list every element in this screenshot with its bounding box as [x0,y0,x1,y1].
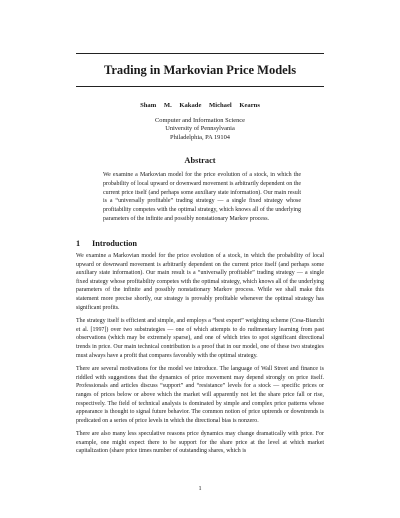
affiliation-line: University of Pennsylvania [165,125,235,133]
body-paragraph: We examine a Markovian model for the price evolution of a stock, in which the probability of local upward or downward movement is arbitrarily dependent on the current price itself (and perhaps some auxiliary state information). Our main result is a “universally profitable” trading strategy — a single fixed strategy whose profitability competes with the optimal strategy, which knows all of the underlying parameters of the infinite and possibly nonstationary Markov process. While we shall make this statement more precise shortly, our strategy is provably profitable whenever the optimal strategy has significant profits. [76,253,324,311]
section-body [76,252,324,461]
title-rule-top [76,53,324,54]
body-paragraph: There are also many less speculative reasons price dynamics may change dramatically with price. For example, one might expect there to be support for the share price at the level at which market capitalization (share price times number of outstanding shares, which is [76,431,324,455]
body-paragraph: There are several motivations for the model we introduce. The language of Wall Street and finance is riddled with suggestions that the dynamics of price movement may depend strongly on price itself. Professionals and articles discuss “support” and “resistance” levels for a stock — specific prices or ranges of prices below or above which the market will apparently not let the share price fall or rise, respectively. The field of technical analysis is dominated by simple and complex price patterns whose appearance is thought to signal future behavior. The common notion of price uptrends or downtrends is predicated on a series of price levels in which the directional bias is nonzero. [76,366,324,424]
affiliation-line: Philadelphia, PA 19104 [170,133,230,141]
section-number: 1 [76,239,81,248]
section-heading [76,239,137,249]
abstract-text: We examine a Markovian model for the price evolution of a stock, in which the probability of local upward or downward movement is arbitrarily dependent on the current price itself (and perhaps some auxiliary state information). Our main result is a “universally profitable” trading strategy — a single fixed strategy whose profitability competes with the optimal strategy, which knows all of the underlying parameters of the infinite and possibly nonstationary Markov process. [103,172,301,222]
paper-title: Trading in Markovian Price Models [103,63,297,77]
abstract-heading: Abstract [184,156,216,165]
section-title: Introduction [92,239,138,248]
affiliation-line: Computer and Information Science [155,117,245,124]
title-rule-bottom [76,86,324,87]
author-names: Sham M. Kakade Michael Kearns [140,102,260,109]
page-number: 1 [198,485,202,492]
body-paragraph: The strategy itself is efficient and simple, and employs a “best expert” weighting scheme (Cesa-Bianchi et al. [1997]) over two substrategies — one of which attempts to do rudimentary learning from past observations (which may be extremely sparse), and one of which tries to spot significant directional trends in price. Our main technical contribution is a proof that in our model, one of these two strategies must always have a profit that compares favorably with the optimal strategy. [76,318,324,359]
affiliation-block [60,117,340,142]
